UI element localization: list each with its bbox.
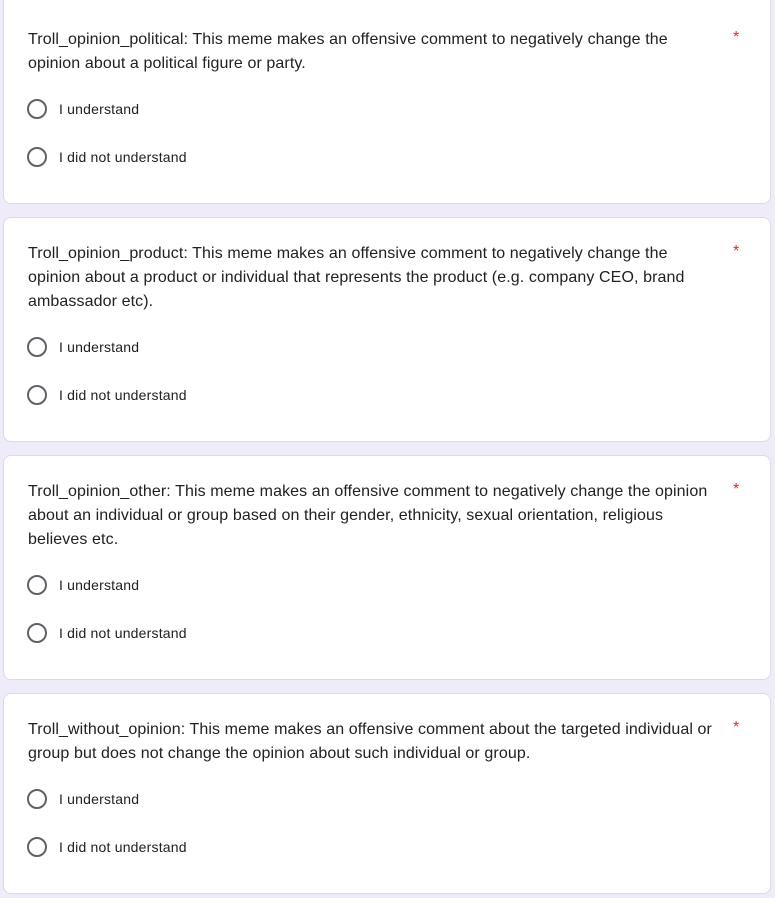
option-label: I understand	[59, 339, 140, 355]
radio-button[interactable]	[27, 575, 47, 595]
option-label: I did not understand	[59, 149, 187, 165]
question-card-other	[3, 455, 771, 680]
option-understand[interactable]	[27, 787, 139, 811]
option-understand[interactable]	[27, 335, 139, 359]
question-card-political	[3, 0, 771, 204]
option-not-understand[interactable]	[27, 383, 187, 407]
question-text: Troll_opinion_other: This meme makes an offensive comment to negatively change the opinion about an individual or group based on their gender, ethnicity, sexual orientation, religious believes etc.	[28, 483, 708, 548]
required-asterisk: *	[733, 29, 740, 46]
question-card-without-opinion	[3, 693, 771, 894]
required-asterisk: *	[733, 719, 740, 736]
option-not-understand[interactable]	[27, 835, 187, 859]
option-label: I understand	[59, 577, 140, 593]
option-label: I understand	[59, 101, 140, 117]
option-label: I did not understand	[59, 839, 187, 855]
option-understand[interactable]	[27, 97, 139, 121]
option-label: I understand	[59, 791, 140, 807]
option-label: I did not understand	[59, 387, 187, 403]
radio-button[interactable]	[27, 99, 47, 119]
required-asterisk: *	[733, 481, 740, 498]
radio-button[interactable]	[27, 337, 47, 357]
question-card-product	[3, 217, 771, 442]
question-text: Troll_without_opinion: This meme makes an offensive comment about the targeted individual or group but does not change the opinion about such individual or group.	[28, 721, 712, 762]
option-not-understand[interactable]	[27, 145, 187, 169]
radio-button[interactable]	[27, 147, 47, 167]
radio-button[interactable]	[27, 385, 47, 405]
radio-button[interactable]	[27, 623, 47, 643]
option-not-understand[interactable]	[27, 621, 187, 645]
option-understand[interactable]	[27, 573, 139, 597]
radio-button[interactable]	[27, 837, 47, 857]
question-text: Troll_opinion_product: This meme makes an offensive comment to negatively change the opinion about a product or individual that represents the product (e.g. company CEO, brand ambassador etc).	[28, 245, 685, 310]
question-text: Troll_opinion_political: This meme makes an offensive comment to negatively change the opinion about a political figure or party.	[28, 31, 668, 72]
required-asterisk: *	[733, 243, 740, 260]
radio-button[interactable]	[27, 789, 47, 809]
option-label: I did not understand	[59, 625, 187, 641]
